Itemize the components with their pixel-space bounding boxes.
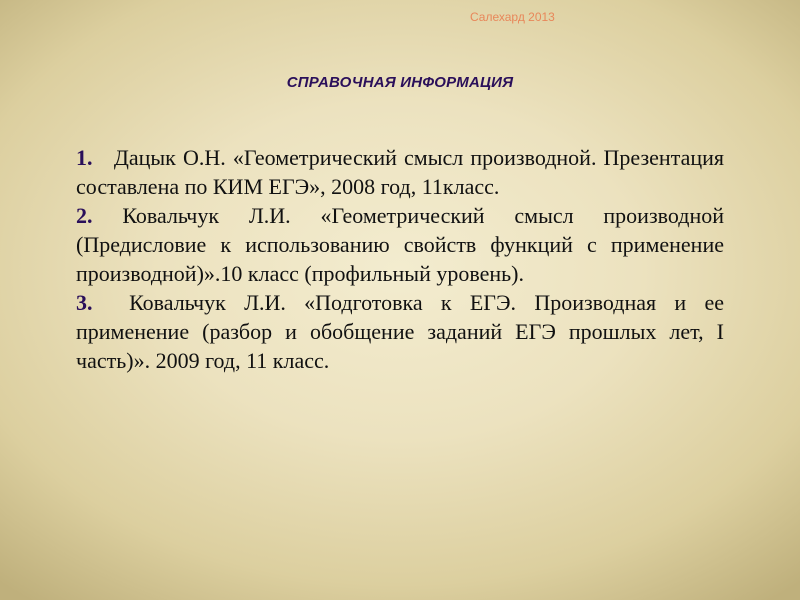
reference-list bbox=[76, 143, 724, 375]
reference-text-2: Ковальчук Л.И. «Геометрический смысл производной (Предисловие к использованию свойств функций с применение производной)».10 класс (профильный уровень). bbox=[76, 203, 724, 286]
header-note: Салехард 2013 bbox=[470, 10, 555, 24]
reference-text-1: Дацык О.Н. «Геометрический смысл производной. Презентация составлена по КИМ ЕГЭ», 2008 год, 11класс. bbox=[76, 145, 725, 199]
reference-item-3 bbox=[76, 288, 724, 375]
reference-number-3: 3. bbox=[76, 290, 93, 315]
reference-item-1 bbox=[76, 143, 724, 201]
reference-item-2 bbox=[76, 201, 724, 288]
slide-title: СПРАВОЧНАЯ ИНФОРМАЦИЯ bbox=[286, 74, 514, 91]
reference-text-3: Ковальчук Л.И. «Подготовка к ЕГЭ. Производная и ее применение (разбор и обобщение заданий ЕГЭ прошлых лет, I часть)». 2009 год, 11 класс. bbox=[76, 290, 724, 373]
reference-number-1: 1. bbox=[76, 145, 93, 170]
reference-number-2: 2. bbox=[76, 203, 93, 228]
